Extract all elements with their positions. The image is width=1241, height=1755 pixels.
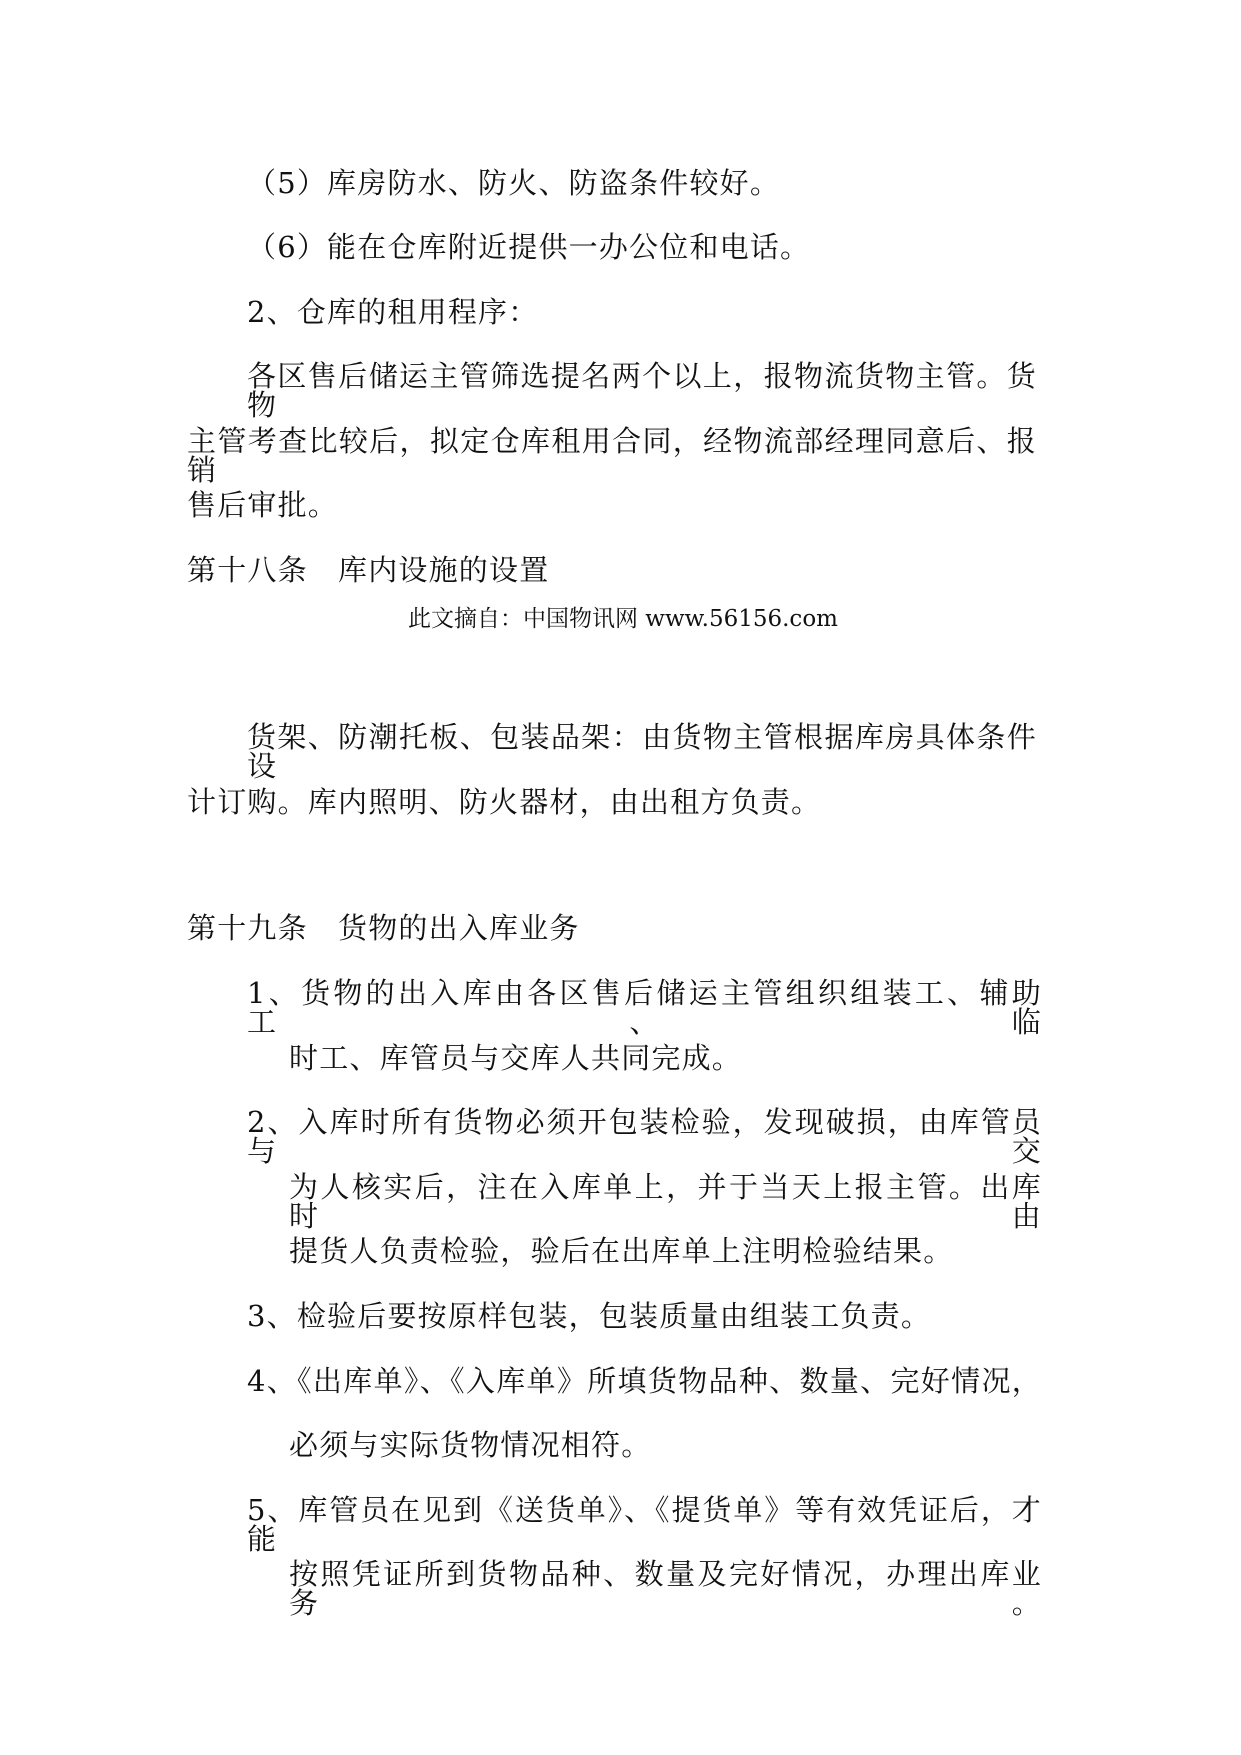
article-18-line-2: 计订购。库内照明、防火器材，由出租方负责。 (187, 785, 822, 819)
article-18-line-1: 货架、防潮托板、包装品架：由货物主管根据库房具体条件设 (247, 720, 1037, 783)
article-19-title: 第十九条 货物的出入库业务 (187, 911, 580, 945)
article-19-item-5-line-1: 5、库管员在见到《送货单》、《提货单》等有效凭证后，才能 (247, 1493, 1042, 1556)
article-19-item-2-line-3: 提货人负责检验，验后在出库单上注明检验结果。 (289, 1234, 954, 1268)
rental-procedure-heading: 2、仓库的租用程序： (247, 295, 539, 329)
article-19-item-5-line-2: 按照凭证所到货物品种、数量及完好情况，办理出库业务。 (289, 1557, 1042, 1620)
article-18-title: 第十八条 库内设施的设置 (187, 553, 550, 587)
rental-procedure-line-1: 各区售后储运主管筛选提名两个以上，报物流货物主管。货物 (247, 359, 1037, 422)
list-item-condition-5: （5）库房防水、防火、防盗条件较好。 (247, 166, 781, 200)
rental-procedure-line-2: 主管考查比较后，拟定仓库租用合同，经物流部经理同意后、报销 (187, 424, 1037, 487)
article-19-item-2-line-1: 2、入库时所有货物必须开包装检验，发现破损，由库管员与交 (247, 1105, 1042, 1168)
article-19-item-1-line-1: 1、货物的出入库由各区售后储运主管组织组装工、辅助工、临 (247, 976, 1042, 1039)
source-note: 此文摘自：中国物讯网 www.56156.com (408, 606, 838, 632)
article-19-item-3: 3、检验后要按原样包装，包装质量由组装工负责。 (247, 1299, 932, 1333)
article-19-item-4-line-1: 4、《出库单》、《入库单》所填货物品种、数量、完好情况， (247, 1364, 1042, 1398)
rental-procedure-line-3: 售后审批。 (187, 488, 339, 522)
article-19-item-1-line-2: 时工、库管员与交库人共同完成。 (289, 1041, 743, 1075)
article-19-item-4-line-2: 必须与实际货物情况相符。 (289, 1428, 652, 1462)
list-item-condition-6: （6）能在仓库附近提供一办公位和电话。 (247, 230, 811, 264)
article-19-item-2-line-2: 为人核实后，注在入库单上，并于当天上报主管。出库时由 (289, 1170, 1042, 1233)
